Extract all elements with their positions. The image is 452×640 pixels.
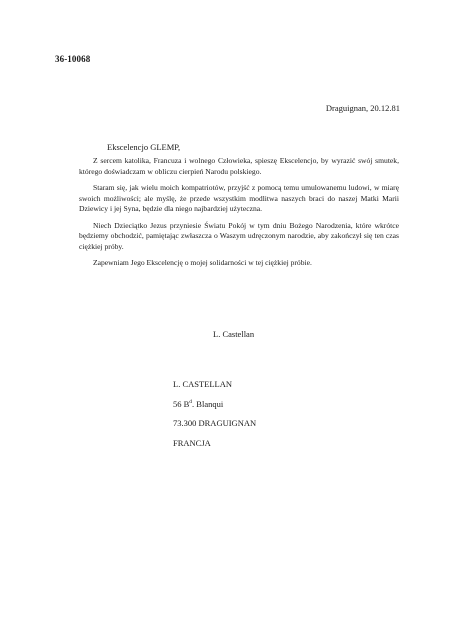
paragraph-condolence: Z sercem katolika, Francuza i wolnego Człowieka, spieszę Ekscelencjo, by wyrazić swój smutek, którego doświadczam w obliczu cierpień Narodu polskiego. [79, 156, 399, 176]
address-street: 56 $B^d$. Blanqui [173, 398, 224, 409]
address-street-superscript: d [189, 398, 193, 405]
document-id: 36-10068 [55, 54, 91, 64]
sender-address [173, 336, 256, 453]
salutation: Ekscelencjo GLEMP, [107, 142, 181, 152]
paragraph-christmas: Niech Dzieciątko Jezus przyniesie Światu Pokój w tym dniu Bożego Narodzenia, które wkrótce będziemy obchodzić, pamiętając zwłaszcza o Waszym udręczonym narodzie, aby zakończył się ten czas ciężkiej próby. [79, 220, 399, 251]
letter-body [79, 156, 399, 275]
address-postal-city: 73.300 DRAGUIGNAN [173, 418, 257, 428]
address-street-number: 56 B [173, 398, 190, 409]
address-country: FRANCJA [173, 437, 211, 448]
place-and-date: Draguignan, 20.12.81 [325, 103, 400, 113]
paragraph-help: Staram się, jak wielu moich kompatriotów, przyjść z pomocą temu umulowanemu ludowi, w miarę swoich możliwości; ale myślę, że przede wszystkim modlitwa naszych braci do naszej Matki Marii Dziewicy i jej Syna, będzie dla niego najbardziej użyteczna. [79, 183, 399, 213]
signature: L. Castellan [213, 329, 255, 339]
address-street-name: Blanqui [196, 398, 224, 409]
paragraph-solidarity: Zapewniam Jego Ekscelencję o mojej solidarności w tej ciężkiej próbie. [93, 258, 312, 267]
address-name: L. CASTELLAN [173, 379, 233, 389]
